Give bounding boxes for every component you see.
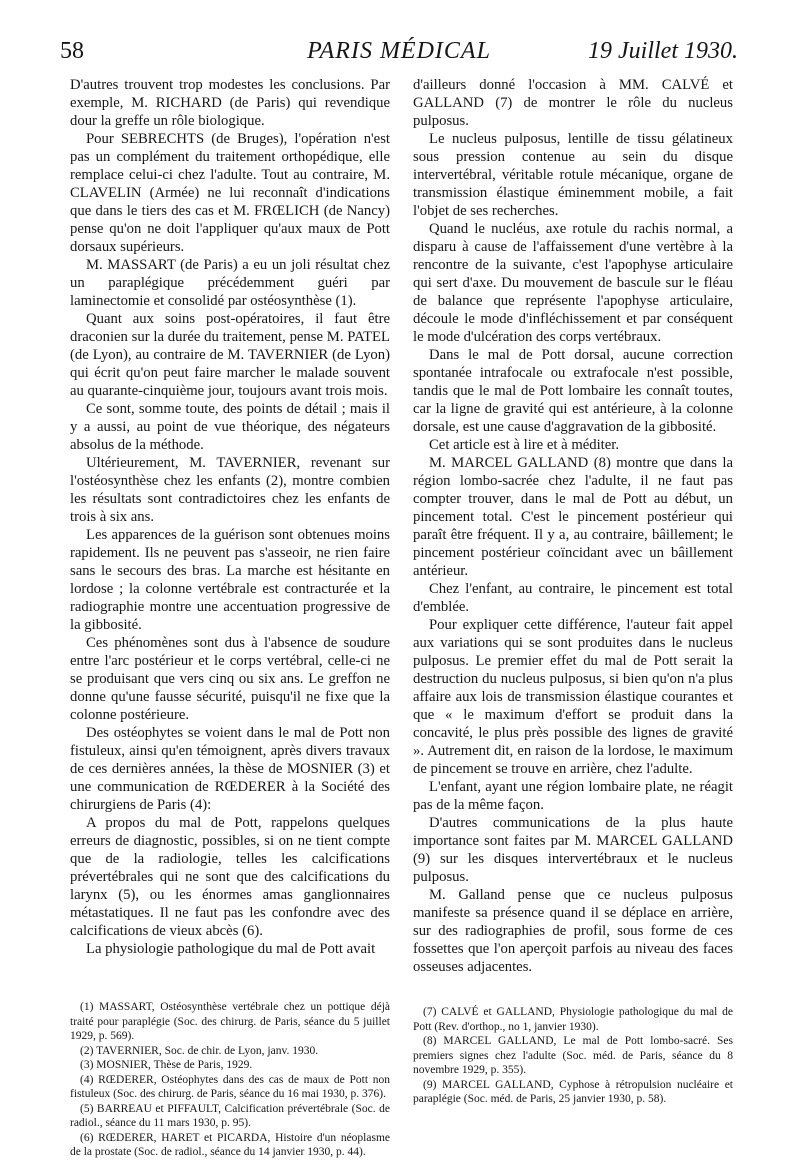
footnote: (2) TAVERNIER, Soc. de chir. de Lyon, janv. 1930. [80,1044,319,1057]
paragraph: Chez l'enfant, au contraire, le pincement est total d'emblée. [413,581,733,615]
footnote: (1) MASSART, Ostéosynthèse vertébrale chez un pottique déjà traité pour paraplégie (Soc. des chirurg. de Paris, séance du 5 juillet 1929, p. 569). [70,1001,390,1042]
footnote: (5) BARREAU et PIFFAULT, Calcification prévertébrale (Soc. de radiol., séance du 11 mars 1930, p. 95). [70,1102,390,1129]
paragraph: Ultérieurement, M. TAVERNIER, revenant sur l'ostéosynthèse chez les enfants (2), montre combien les résultats sont contradictoires chez les enfants de trois à six ans. [70,455,390,525]
paragraph: Dans le mal de Pott dorsal, aucune correction spontanée intrafocale ou extrafocale n'est possible, tandis que le mal de Pott lombaire les connaît toutes, car la ligne de gravité qui est antérieure, à la colonne dorsale, est une cause d'aggravation de la gibbosité. [413,347,733,435]
page-number: 58 [60,38,84,64]
paragraph: M. MARCEL GALLAND (8) montre que dans la région lombo-sacrée chez l'adulte, il ne faut pas compter trouver, dans le mal de Pott au début, un pincement total. C'est le pincement postérieur qui paraît être fréquent. Il y a, au contraire, bâillement; le pincement postérieur coïncidant avec un bâillement antérieur. [413,455,733,579]
paragraph: M. MASSART (de Paris) a eu un joli résultat chez un paraplégique précédemment guéri par laminectomie et consolidé par ostéosynthèse (1). [70,257,390,309]
paragraph: L'enfant, ayant une région lombaire plate, ne réagit pas de la même façon. [413,779,733,813]
footnote: (8) MARCEL GALLAND, Le mal de Pott lombo-sacré. Ses premiers signes chez l'adulte (Soc. méd. de Paris, séance du 8 novembre 1929, p. 355). [413,1035,733,1076]
paragraph: Les apparences de la guérison sont obtenues moins rapidement. Ils ne peuvent pas s'asseoir, ne rien faire sans le secours des bras. La marche est hésitante en lordose ; la colonne vertébrale est contracturée et la radiographie montre une accentuation progressive de la gibbosité. [70,527,390,633]
journal-title: PARIS MÉDICAL [307,38,491,64]
paragraph: Cet article est à lire et à méditer. [429,437,620,453]
paragraph: Le nucleus pulposus, lentille de tissu gélatineux sous pression contenue au sein du disque intervertébral, véritable rotule mécanique, organe de transmission élastique éminemment mobile, a fait l'objet de ses recherches. [413,131,733,219]
footnote: (7) CALVÉ et GALLAND, Physiologie pathologique du mal de Pott (Rev. d'orthop., no 1, janvier 1930). [413,1006,733,1033]
paragraph: Quant aux soins post-opératoires, il faut être draconien sur la durée du traitement, pense M. PATEL (de Lyon), au contraire de M. TAVERNIER (de Lyon) qui écrit qu'on peut faire marcher le malade souvent au quarante-cinquième jour, toujours avant trois mois. [70,311,390,399]
paragraph: A propos du mal de Pott, rappelons quelques erreurs de diagnostic, possibles, si on ne tient compte que de la radiologie, telles les calcifications prévertébrales qui ne sont que des calcifications du larynx (5), ou les énormes amas ganglionnaires métastatiques. Il ne faut pas les confondre avec des calcifications de vieux abcès (6). [70,815,390,939]
right-column [413,76,733,976]
paragraph: D'autres trouvent trop modestes les conclusions. Par exemple, M. RICHARD (de Paris) qui revendique dour la greffe un rôle biologique. [70,77,390,129]
paragraph: M. Galland pense que ce nucleus pulposus manifeste sa présence quand il se déplace en arrière, sur des radiographies de profil, sous forme de ces fossettes que l'on aperçoit parfois au niveau des faces osseuses adjacentes. [413,887,733,975]
paragraph: La physiologie pathologique du mal de Pott avait [86,941,376,957]
footnote: (4) RŒDERER, Ostéophytes dans des cas de maux de Pott non fistuleux (Soc. des chirurg. de Paris, séance du 16 mai 1930, p. 376). [70,1073,390,1100]
paragraph: d'ailleurs donné l'occasion à MM. CALVÉ et GALLAND (7) de montrer le rôle du nucleus pulposus. [413,77,733,129]
paragraph: Ces phénomènes sont dus à l'absence de soudure entre l'arc postérieur et le corps vertébral, celle-ci ne se produisant que vers cinq ou six ans. Le greffon ne donne qu'une fausse sécurité, puisqu'il ne fixe que la colonne postérieure. [70,635,390,723]
footnote: (9) MARCEL GALLAND, Cyphose à rétropulsion nucléaire et paraplégie (Soc. méd. de Paris, 25 janvier 1930, p. 58). [413,1078,733,1105]
page-header [60,38,738,78]
paragraph: Pour expliquer cette différence, l'auteur fait appel aux variations qui se sont produites dans le nucleus pulposus. Le premier effet du mal de Pott serait la destruction du nucleus pulposus, si bien qu'on n'a plus affaire aux lois de transmission élastique courantes et que « le maximum d'effort se produit dans la concavité, le plus près possible des lignes de gravité ». Autrement dit, en raison de la lordose, le maximum de pincement se trouve en arrière, chez l'adulte. [413,617,733,777]
paragraph: Pour SEBRECHTS (de Bruges), l'opération n'est pas un complément du traitement orthopédique, elle remplace celui-ci chez l'adulte. Tout au contraire, M. CLAVELIN (Armée) ne lui reconnaît d'indications que dans le tiers des cas et M. FRŒLICH (de Nancy) pense qu'on ne doit l'appliquer qu'aux maux de Pott dorsaux supérieurs. [70,131,390,255]
paragraph: Quand le nucléus, axe rotule du rachis normal, a disparu à cause de l'affaissement d'une vertèbre à la rencontre de la suivante, c'est l'apophyse articulaire qui sert d'axe. Du mouvement de bascule sur le fléau de balance que représente l'apophyse articulaire, découle le mode d'infléchissement et par conséquent le mode d'ulcération des corps vertébraux. [413,221,733,345]
paragraph: Ce sont, somme toute, des points de détail ; mais il y a aussi, au point de vue théorique, des négateurs absolus de la méthode. [70,401,390,453]
left-footnotes [70,1000,390,1160]
right-footnotes [413,1005,733,1107]
footnote: (6) RŒDERER, HARET et PICARDA, Histoire d'un néoplasme de la prostate (Soc. de radiol., séance du 14 janvier 1930, p. 44). [70,1131,390,1158]
issue-date: 19 Juillet 1930. [588,38,738,64]
footnote: (3) MOSNIER, Thèse de Paris, 1929. [80,1059,253,1071]
paragraph: Des ostéophytes se voient dans le mal de Pott non fistuleux, ainsi qu'en témoignent, après divers travaux de ces dernières années, la thèse de MOSNIER (3) et une communication de RŒDERER à la Société des chirurgiens de Paris (4): [70,725,390,813]
paragraph: D'autres communications de la plus haute importance sont faites par M. MARCEL GALLAND (9) sur les disques intervertébraux et le nucleus pulposus. [413,815,733,885]
left-column [70,76,390,958]
